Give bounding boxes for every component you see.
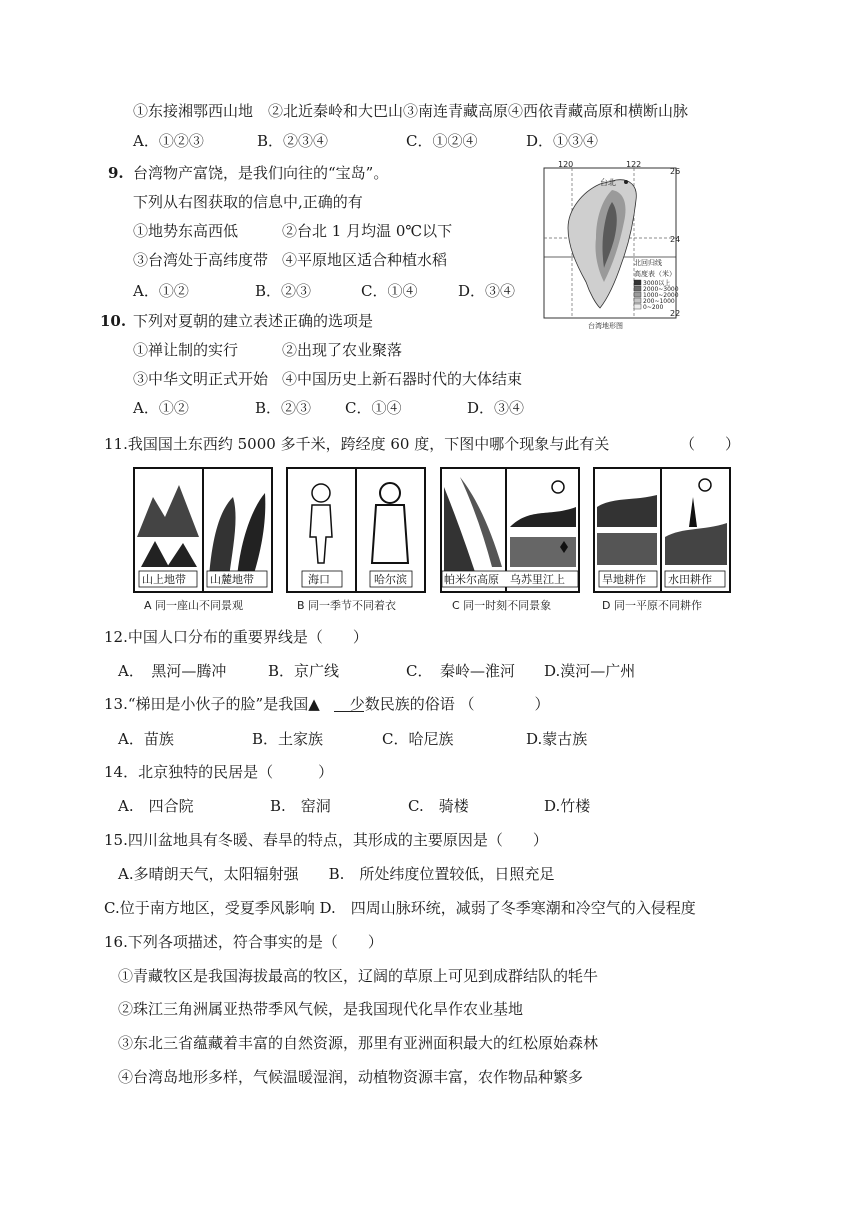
panel-d-farming [593, 467, 731, 593]
q8-statements: ①东接湘鄂西山地 ②北近秦岭和大巴山③南连青藏高原④西依青藏高原和横断山脉 [133, 102, 689, 120]
q8-option-d[interactable]: D．①③④ [526, 132, 599, 150]
tropic-label: 北回归线 [634, 259, 662, 267]
q10-item-2: ②出现了农业聚落 [282, 341, 403, 359]
legend-item-3: 1000~2000 [643, 292, 679, 299]
q9-option-a[interactable]: A．①② [133, 282, 189, 300]
q10-option-b[interactable]: B．②③ [255, 399, 312, 417]
q9-item-2: ②台北 1 月均温 0℃以下 [282, 222, 453, 240]
panel-b-clothing [286, 467, 426, 593]
panel-b-label-2: 哈尔滨 [374, 573, 407, 586]
q16-item-4: ④台湾岛地形多样，气候温暖湿润，动植物资源丰富，农作物品种繁多 [118, 1068, 584, 1086]
q9-option-c[interactable]: C．①④ [361, 282, 418, 300]
q13-text: 13.“梯田是小伙子的脸”是我国▲ 少数民族的俗语 （ ） [104, 695, 550, 713]
q10-item-4: ④中国历史上新石器时代的大体结束 [282, 370, 523, 388]
q10-item-3: ③中华文明正式开始 [133, 370, 269, 388]
panel-a-label-1: 山上地带 [142, 573, 186, 586]
panel-d-caption: D 同一平原不同耕作 [602, 599, 702, 612]
panel-d-label-1: 旱地耕作 [602, 573, 646, 586]
q12-option-d[interactable]: D.漠河—广州 [544, 662, 636, 680]
legend-item-2: 2000~3000 [643, 286, 679, 293]
q8-option-c[interactable]: C．①②④ [406, 132, 478, 150]
q15-options-cd[interactable]: C.位于南方地区，受夏季风影响 D. 四周山脉环统，减弱了冬季寒潮和冷空气的入侵程度 [104, 899, 696, 917]
taipei-label: 台北 [600, 178, 616, 187]
panel-b-caption: B 同一季节不同着衣 [297, 599, 397, 612]
q14-option-b[interactable]: B. 窑洞 [270, 797, 331, 815]
q13-option-b[interactable]: B．土家族 [252, 730, 324, 748]
q12-option-c[interactable]: C． 秦岭—淮河 [406, 662, 515, 680]
q12-option-b[interactable]: B．京广线 [268, 662, 340, 680]
lat-label-24: 24 [670, 235, 681, 244]
panel-c-label-1: 帕米尔高原 [444, 573, 499, 586]
legend-item-1: 3000以上 [643, 280, 671, 287]
q13-options [118, 729, 587, 749]
q10-option-d[interactable]: D．③④ [467, 399, 525, 417]
panel-a-label-2: 山麓地带 [210, 573, 254, 586]
q14-option-d[interactable]: D.竹楼 [544, 797, 591, 815]
panel-c-timezone [440, 467, 580, 593]
q16-item-3: ③东北三省蕴藏着丰富的自然资源，那里有亚洲面积最大的红松原始森林 [118, 1034, 599, 1052]
q13-option-a[interactable]: A．苗族 [118, 730, 174, 748]
q14-text: 14．北京独特的民居是（ ） [104, 763, 334, 781]
lon-label-122: 122 [626, 160, 642, 169]
q16-item-1: ①青藏牧区是我国海拔最高的牧区，辽阔的草原上可见到成群结队的牦牛 [118, 967, 599, 985]
q11-answer-paren[interactable]: （ ） [680, 435, 741, 453]
q13-blank-line [334, 711, 364, 712]
panel-a-mountain [133, 467, 273, 593]
map-caption: 台湾地形图 [588, 322, 623, 330]
legend-item-5: 0~200 [643, 304, 664, 311]
q8-option-a[interactable]: A．①②③ [133, 132, 204, 150]
q10-number: 10. [100, 312, 127, 330]
panel-d-label-2: 水田耕作 [668, 573, 712, 586]
q10-option-a[interactable]: A．①② [133, 399, 189, 417]
q14-option-a[interactable]: A. 四合院 [118, 797, 194, 815]
q9-text: 台湾物产富饶，是我们向往的“宝岛”。 [133, 164, 389, 182]
q9-number: 9. [108, 164, 124, 182]
q10-options [133, 398, 524, 418]
q12-text: 12.中国人口分布的重要界线是（ ） [104, 628, 368, 646]
q10-item-1: ①禅让制的实行 [133, 341, 239, 359]
q16-item-2: ②珠江三角洲属亚热带季风气候，是我国现代化旱作农业基地 [118, 1000, 524, 1018]
q14-options [118, 796, 590, 816]
q12-option-a[interactable]: A． 黑河—腾冲 [118, 662, 227, 680]
q10-option-c[interactable]: C．①④ [345, 399, 402, 417]
q15-text: 15.四川盆地具有冬暖、春旱的特点，其形成的主要原因是（ ） [104, 831, 548, 849]
lat-label-22: 22 [670, 309, 681, 318]
q9-options [133, 281, 515, 301]
q9-item-3: ③台湾处于高纬度带 [133, 251, 269, 269]
q9-item-4: ④平原地区适合种植水稻 [282, 251, 448, 269]
q9-item-1: ①地势东高西低 [133, 222, 239, 240]
legend-item-4: 200~1000 [643, 298, 675, 305]
taiwan-map [538, 158, 698, 332]
panel-b-label-1: 海口 [308, 573, 330, 586]
q13-option-c[interactable]: C．哈尼族 [382, 730, 454, 748]
panel-a-caption: A 同一座山不同景观 [144, 599, 244, 612]
taipei-dot [624, 180, 628, 184]
q13-option-d[interactable]: D.蒙古族 [526, 730, 588, 748]
q9-subtext: 下列从右图获取的信息中,正确的有 [133, 193, 363, 211]
q12-options [118, 661, 635, 681]
q11-text: 11.我国国土东西约 5000 多千米，跨经度 60 度，下图中哪个现象与此有关 [104, 435, 610, 453]
q9-option-b[interactable]: B．②③ [255, 282, 312, 300]
panel-c-label-2: 乌苏里江上 [510, 573, 565, 586]
q15-options-ab[interactable]: A.多晴朗天气，太阳辐射强 B. 所处纬度位置较低，日照充足 [118, 865, 555, 883]
legend-title: 高度表（米） [634, 270, 676, 278]
q16-text: 16.下列各项描述，符合事实的是（ ） [104, 933, 383, 951]
lat-label-26: 26 [670, 167, 681, 176]
q8-options [133, 131, 598, 151]
q9-option-d[interactable]: D．③④ [458, 282, 516, 300]
lon-label-120: 120 [558, 160, 574, 169]
q10-text: 下列对夏朝的建立表述正确的选项是 [133, 312, 374, 330]
q8-option-b[interactable]: B．②③④ [257, 132, 329, 150]
q14-option-c[interactable]: C. 骑楼 [408, 797, 469, 815]
panel-c-caption: C 同一时刻不同景象 [452, 599, 552, 612]
